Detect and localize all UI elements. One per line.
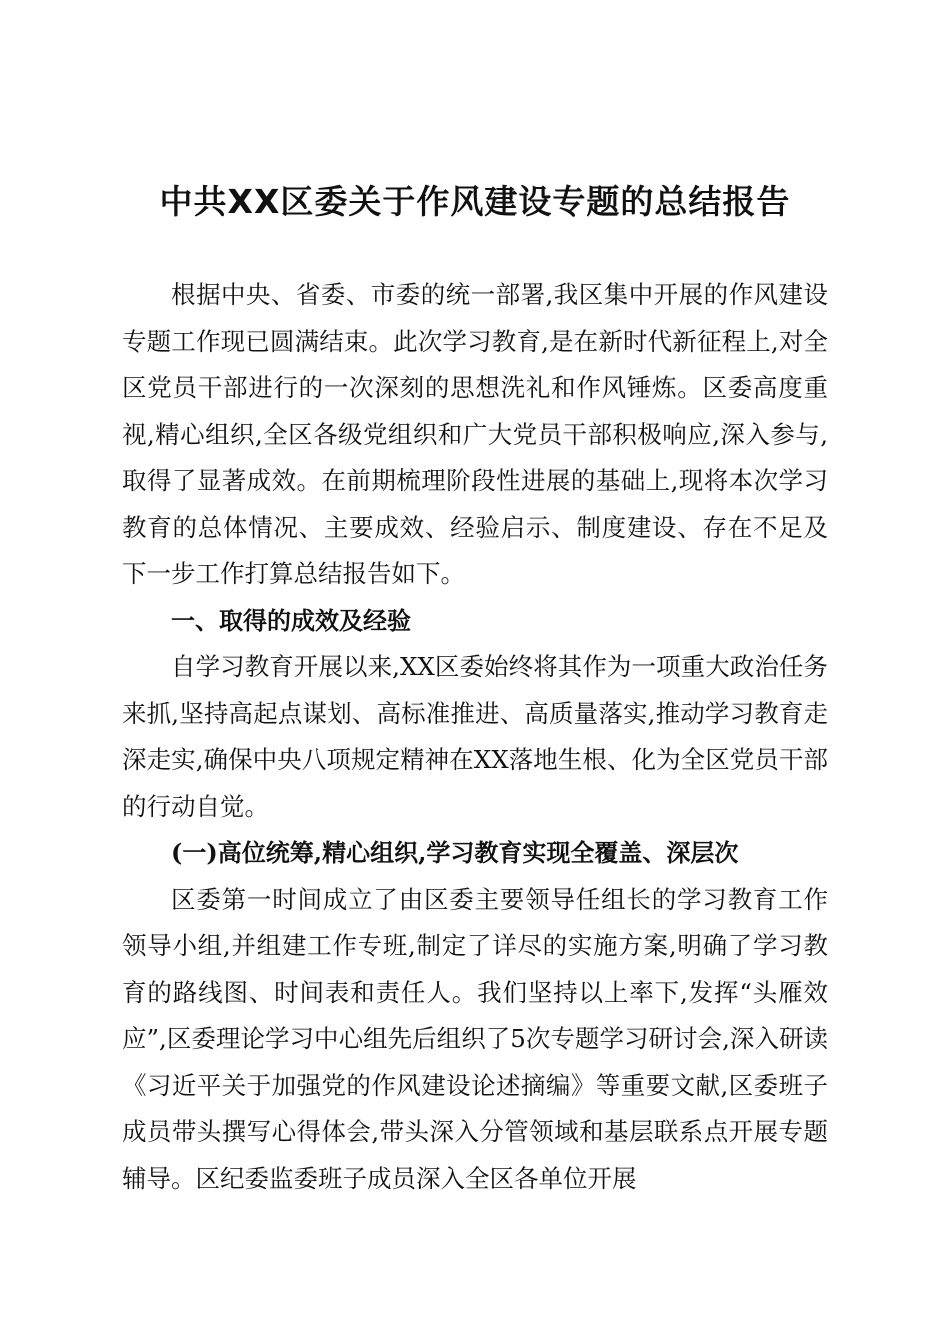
subsection-heading-organization: (一)高位统筹,精心组织,学习教育实现全覆盖、深层次 bbox=[171, 838, 739, 867]
intro-paragraph: 根据中央、省委、市委的统一部署,我区集中开展的作风建设专题工作现已圆满结束。此次学习教育,是在新时代新征程上,对全区党员干部进行的一次深刻的思想洗礼和作风锤炼。区委高度重视,精心组织,全区各级党组织和广大党员干部积极响应,深入参与,取得了显著成效。在前期梳理阶段性进展的基础上,现将本次学习教育的总体情况、主要成效、经验启示、制度建设、存在不足及下一步工作打算总结报告如下。 bbox=[122, 280, 828, 588]
document-body bbox=[122, 272, 828, 1202]
subsection-paragraph-organization: 区委第一时间成立了由区委主要领导任组长的学习教育工作领导小组,并组建工作专班,制定了详尽的实施方案,明确了学习教育的路线图、时间表和责任人。我们坚持以上率下,发挥“头雁效应”,区委理论学习中心组先后组织了5次专题学习研讨会,深入研读《习近平关于加强党的作风建设论述摘编》等重要文献,区委班子成员带头撰写心得体会,带头深入分管领域和基层联系点开展专题辅导。区纪委监委班子成员深入全区各单位开展 bbox=[122, 884, 828, 1193]
section-paragraph-achievements: 自学习教育开展以来,XX区委始终将其作为一项重大政治任务来抓,坚持高起点谋划、高标准推进、高质量落实,推动学习教育走深走实,确保中央八项规定精神在XX落地生根、化为全区党员干部的行动自觉。 bbox=[122, 652, 828, 821]
section-heading-achievements: 一、取得的成效及经验 bbox=[171, 606, 411, 635]
document-title: 中共XX区委关于作风建设专题的总结报告 bbox=[159, 182, 791, 221]
